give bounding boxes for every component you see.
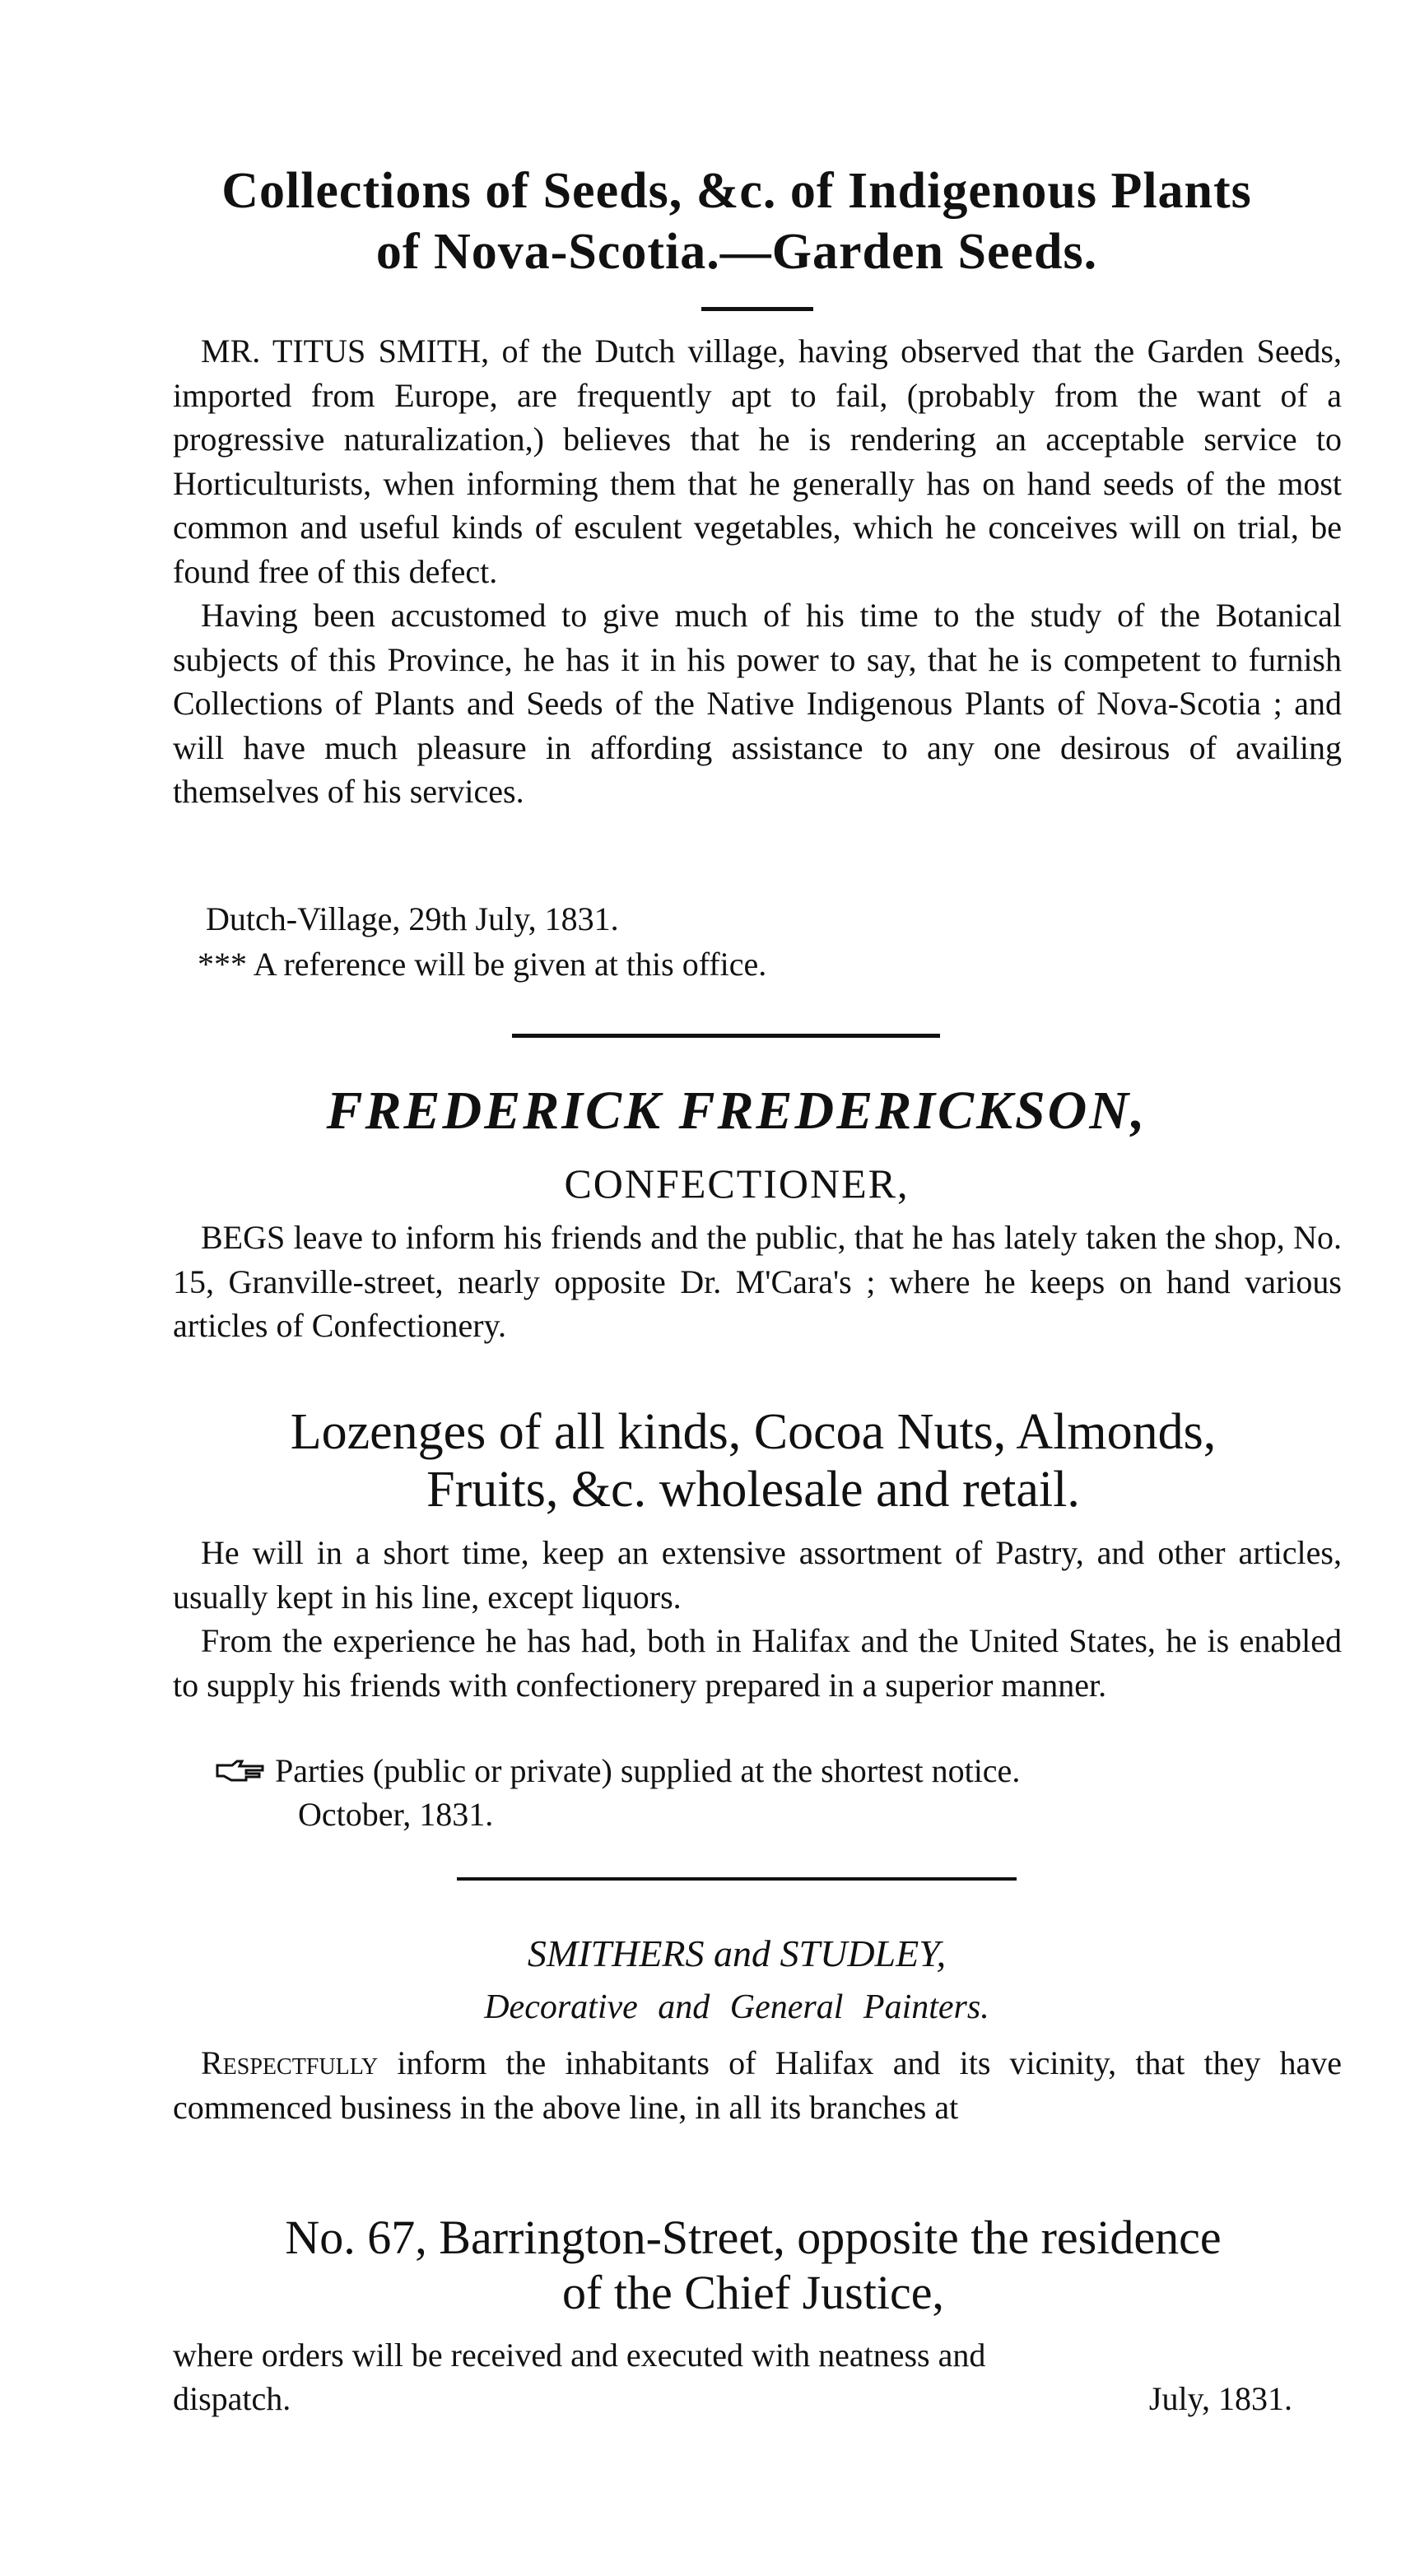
painters-lead-word: Respectfully: [201, 2044, 379, 2081]
confectioner-paragraph-3: From the experience he has had, both in Halifax and the United States, he is enabled to supply his friends with confectionery prepared in a superior manner.: [173, 1622, 1342, 1704]
confectioner-intro: [173, 1216, 1342, 1348]
confectioner-details: [173, 1531, 1342, 1707]
painters-closing: [173, 2333, 1342, 2420]
painters-closing-line1: where orders will be received and executed with neatness and: [173, 2337, 986, 2374]
seeds-ad-title-line2: of Nova-Scotia.—Garden Seeds.: [375, 224, 1098, 280]
painters-closing-word: dispatch.: [173, 2380, 291, 2417]
seeds-ad-title-line1: Collections of Seeds, &c. of Indigenous Plants: [221, 163, 1252, 219]
painters-address-line1: No. 67, Barrington-Street, opposite the residence: [285, 2211, 1222, 2264]
confectioner-goods: [165, 1403, 1342, 1518]
seeds-ad-paragraph-1: MR. TITUS SMITH, of the Dutch village, having observed that the Garden Seeds, imported from Europe, are frequently apt to fail, (probably from the want of a progressive naturalization,) believes that he is rendering an acceptable service to Horticulturists, when informing them that he generally has on hand seeds of the most common and useful kinds of esculent vegetables, which he conceives will on trial, be found free of this defect.: [173, 332, 1342, 590]
confectioner-name: FREDERICK FREDERICKSON,: [326, 1081, 1147, 1141]
confectioner-trade: CONFECTIONER,: [564, 1160, 910, 1207]
confectioner-paragraph-2: He will in a short time, keep an extensive assortment of Pastry, and other articles, usually kept in his line, except liquors.: [173, 1534, 1342, 1616]
painters-address-line2: of the Chief Justice,: [562, 2266, 944, 2319]
seeds-ad-paragraph-2: Having been accustomed to give much of his time to the study of the Botanical subjects of this Province, he has it in his power to say, that he is competent to furnish Collections of Plants and Seeds of the Native Indigenous Plants of Nova-Scotia ; and will have much pleasure in affording assistance to any one desirous of availing themselves of his services.: [173, 597, 1342, 810]
seeds-ad-title: [132, 160, 1342, 282]
painters-body: [173, 2041, 1342, 2129]
confectioner-date: October, 1831.: [298, 1796, 494, 1833]
confectioner-goods-line1: Lozenges of all kinds, Cocoa Nuts, Almonds,: [290, 1404, 1217, 1460]
section-divider: [457, 1877, 1017, 1881]
short-divider: [701, 307, 813, 311]
confectioner-goods-line2: Fruits, &c. wholesale and retail.: [426, 1462, 1080, 1518]
painters-closing-row: [173, 2377, 1342, 2420]
confectioner-parties-text: Parties (public or private) supplied at the shortest notice.: [275, 1752, 1021, 1789]
seeds-ad-reference-note: *** A reference will be given at this office.: [198, 946, 767, 983]
seeds-ad-dateline: Dutch-Village, 29th July, 1831.: [206, 900, 619, 937]
seeds-ad-body: [173, 329, 1342, 814]
painters-paragraph-text: inform the inhabitants of Halifax and its vicinity, that they have commenced business in the above line, in all its branches at: [173, 2044, 1342, 2126]
painters-trade: Decorative and General Painters.: [484, 1988, 989, 2026]
pointing-hand-icon: [216, 1751, 267, 1775]
painters-address: [165, 2210, 1342, 2320]
confectioner-paragraph-1: BEGS leave to inform his friends and the public, that he has lately taken the shop, No. 15, Granville-street, nearly opposite Dr. M'Cara's ; where he keeps on hand various articles of Confectionery.: [173, 1219, 1342, 1344]
confectioner-parties-notice: [216, 1749, 1020, 1793]
painters-paragraph-1: [173, 2041, 1342, 2129]
painters-name: SMITHERS and STUDLEY,: [527, 1932, 947, 1974]
section-divider: [512, 1034, 940, 1038]
painters-date: July, 1831.: [1148, 2380, 1292, 2417]
